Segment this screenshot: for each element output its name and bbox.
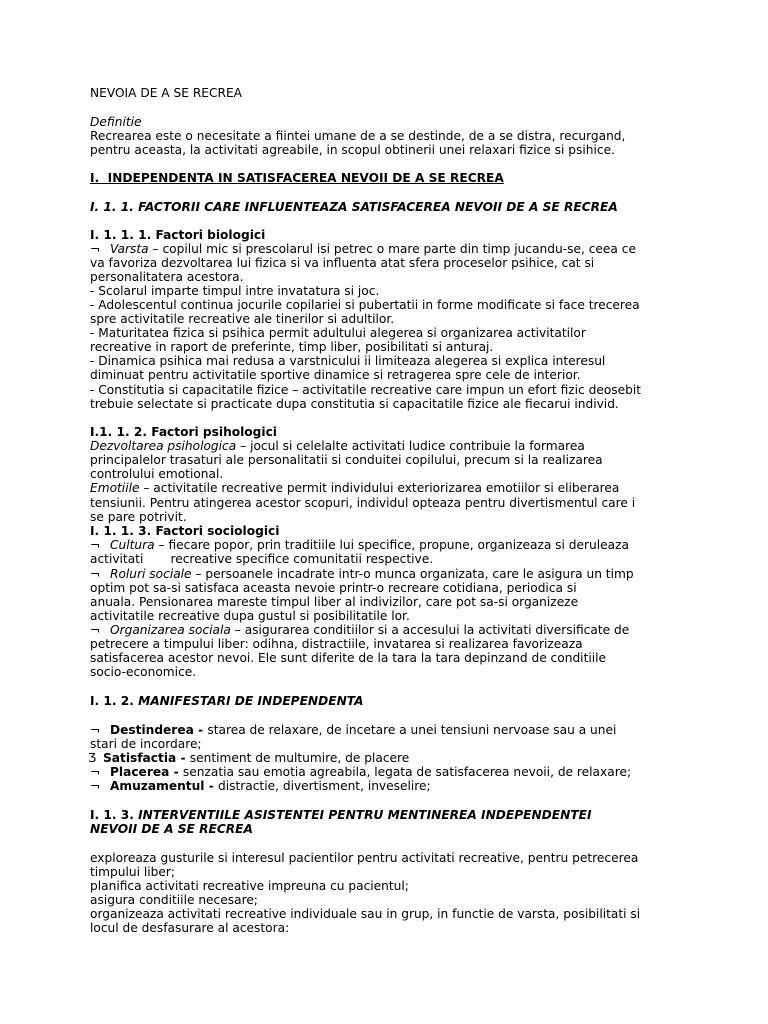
paragraph-line: personalitatera acestora.: [90, 270, 244, 284]
bullet-icon: ¬: [90, 242, 101, 256]
list-item: ¬ Placerea - senzatia sau emotia agreabila, legata de satisfacerea nevoii, de relaxare;: [90, 765, 632, 779]
paragraph-line: socio-economice.: [90, 665, 197, 679]
paragraph-line: anuala. Pensionarea mareste timpul liber al indivizilor, care pot sa-si organizeze: [90, 595, 579, 609]
paragraph-line: principalelor trasaturi ale personalitatii si conduitei copilului, precum si la realizarea: [90, 453, 603, 467]
section-title-part: DE A SE RECREA: [392, 171, 504, 185]
paragraph-line: exploreaza gusturile si interesul pacientilor pentru activitati recreative, pentru petrecerea: [90, 851, 639, 865]
paragraph-line: ¬ Roluri sociale – persoanele incadrate intr-o munca organizata, care le asigura un timp: [90, 567, 634, 581]
definition-line: pentru aceasta, la activitati agreabile, in scopul obtinerii unei relaxari fizice si psihice.: [90, 143, 615, 157]
section-title-part: INDEPENDENTA IN SATISFACEREA NEVOII: [107, 171, 393, 185]
term: Roluri sociale: [110, 567, 192, 581]
paragraph-line: va favoriza dezvoltarea lui fizica si va influenta atat sfera proceselor psihice, cat si: [90, 256, 595, 270]
definition-line: Recrearea este o necesitate a fiintei umane de a se destinde, de a se distra, recurgand,: [90, 129, 626, 143]
paragraph-line: se pare potrivit.: [90, 510, 187, 524]
paragraph-line: planifica activitati recreative impreuna cu pacientul;: [90, 879, 409, 893]
term: Emotiile: [90, 481, 140, 495]
paragraph-line: ¬ Organizarea sociala – asigurarea conditiilor si a accesului la activitati diversificate de: [90, 623, 630, 637]
paragraph-line: - Maturitatea fizica si psihica permit adultului alegerea si organizarea activitatilor: [90, 326, 586, 340]
paragraph-line: activitati recreative specifice comunitatii respective.: [90, 552, 434, 566]
paragraph-line: timpului liber;: [90, 865, 175, 879]
paragraph-line: tensiunii. Pentru atingerea acestor scopuri, individul opteaza pentru divertismentul care i: [90, 496, 636, 510]
paragraph-line: Dezvoltarea psihologica – jocul si celelalte activitati ludice contribuie la formarea: [90, 439, 585, 453]
bullet-icon: ¬: [90, 567, 101, 581]
section-heading: [90, 171, 504, 186]
paragraph-line: stari de incordare;: [90, 737, 202, 751]
bullet-icon: ¬: [90, 779, 101, 793]
list-item: ¬ Destinderea - starea de relaxare, de incetare a unei tensiuni nervoase sau a unei: [90, 723, 617, 737]
bullet-icon: ¬: [90, 538, 101, 552]
subsection-heading-interventions: I. 1. 3. INTERVENTIILE ASISTENTEI PENTRU MENTINEREA INDEPENDENTEI: [90, 808, 592, 822]
bullet-icon: Ʒ: [88, 751, 97, 765]
term: Destinderea -: [110, 723, 208, 737]
bullet-icon: ¬: [90, 623, 101, 637]
term: Cultura: [110, 538, 155, 552]
paragraph-line: trebuie selectate si practicate dupa constitutia si capacitatile fizice ale fiecarui individ.: [90, 397, 619, 411]
term: Varsta: [110, 242, 149, 256]
factor-heading-biological: I. 1. 1. 1. Factori biologici: [90, 228, 266, 242]
paragraph-line: asigura conditiile necesare;: [90, 893, 258, 907]
subsection-heading-manifestations: I. 1. 2. MANIFESTARI DE INDEPENDENTA: [90, 694, 364, 708]
paragraph-line: spre activitatile recreative ale tinerilor si adultilor.: [90, 312, 395, 326]
definition-heading: Definitie: [90, 115, 142, 129]
paragraph-line: organizeaza activitati recreative individuale sau in grup, in functie de varsta, posibilitati si: [90, 907, 641, 921]
term: Amuzamentul -: [110, 779, 218, 793]
paragraph-line: recreative in raport de preferinte, timp liber, posibilitati si anturaj.: [90, 340, 494, 354]
paragraph-line: - Adolescentul continua jocurile copilariei si pubertatii in forme modificate si face trecerea: [90, 298, 640, 312]
subsection-heading: I. 1. 1. FACTORII CARE INFLUENTEAZA SATISFACEREA NEVOII DE A SE RECREA: [90, 200, 618, 214]
term: Placerea -: [110, 765, 183, 779]
paragraph-line: ¬ Varsta – copilul mic si prescolarul isi petrec o mare parte din timp jucandu-se, ceea ce: [90, 242, 636, 256]
paragraph-line: activitatile recreative dupa gustul si posibilitatile lor.: [90, 609, 410, 623]
section-number: I.: [90, 171, 108, 185]
bullet-icon: ¬: [90, 765, 101, 779]
paragraph-line: Emotiile – activitatile recreative permit individului exteriorizarea emotiilor si eliberarea: [90, 481, 620, 495]
term: Organizarea sociala: [110, 623, 231, 637]
paragraph-line: - Scolarul imparte timpul intre invatatura si joc.: [90, 284, 380, 298]
paragraph-line: ¬ Cultura – fiecare popor, prin traditiile lui specifice, propune, organizeaza si deruleaza: [90, 538, 629, 552]
paragraph-line: satisfacerea acestor nevoi. Ele sunt diferite de la tara la tara depinzand de conditiile: [90, 651, 606, 665]
paragraph-line: - Constitutia si capacitatile fizice – activitatile recreative care impun un efort fizic deosebit: [90, 383, 642, 397]
factor-heading-sociological: I. 1. 1. 3. Factori sociologici: [90, 524, 280, 538]
paragraph-line: optim pot sa-si satisfaca aceasta nevoie printr-o recreare cotidiana, periodica si: [90, 581, 577, 595]
list-item: ¬ Amuzamentul - distractie, divertisment, inveselire;: [90, 779, 431, 793]
paragraph-line: locul de desfasurare al acestora:: [90, 921, 290, 935]
term: Dezvoltarea psihologica: [90, 439, 237, 453]
factor-heading-psychological: I.1. 1. 2. Factori psihologici: [90, 425, 277, 439]
paragraph-line: - Dinamica psihica mai redusa a varstnicului ii limiteaza alegerea si explica interesul: [90, 354, 606, 368]
paragraph-line: diminuat pentru activitatile sportive dinamice si retragerea spre cele de interior.: [90, 368, 581, 382]
term: Satisfactia -: [103, 751, 190, 765]
bullet-icon: ¬: [90, 723, 101, 737]
paragraph-line: controlului emotional.: [90, 467, 224, 481]
list-item: Ʒ Satisfactia - sentiment de multumire, de placere: [88, 751, 410, 765]
document-title: NEVOIA DE A SE RECREA: [90, 86, 243, 100]
paragraph-line: petrecere a timpului liber: odihna, distractiile, invatarea si realizarea favorizeaza: [90, 637, 583, 651]
subsection-heading-interventions-cont: NEVOII DE A SE RECREA: [90, 822, 253, 836]
